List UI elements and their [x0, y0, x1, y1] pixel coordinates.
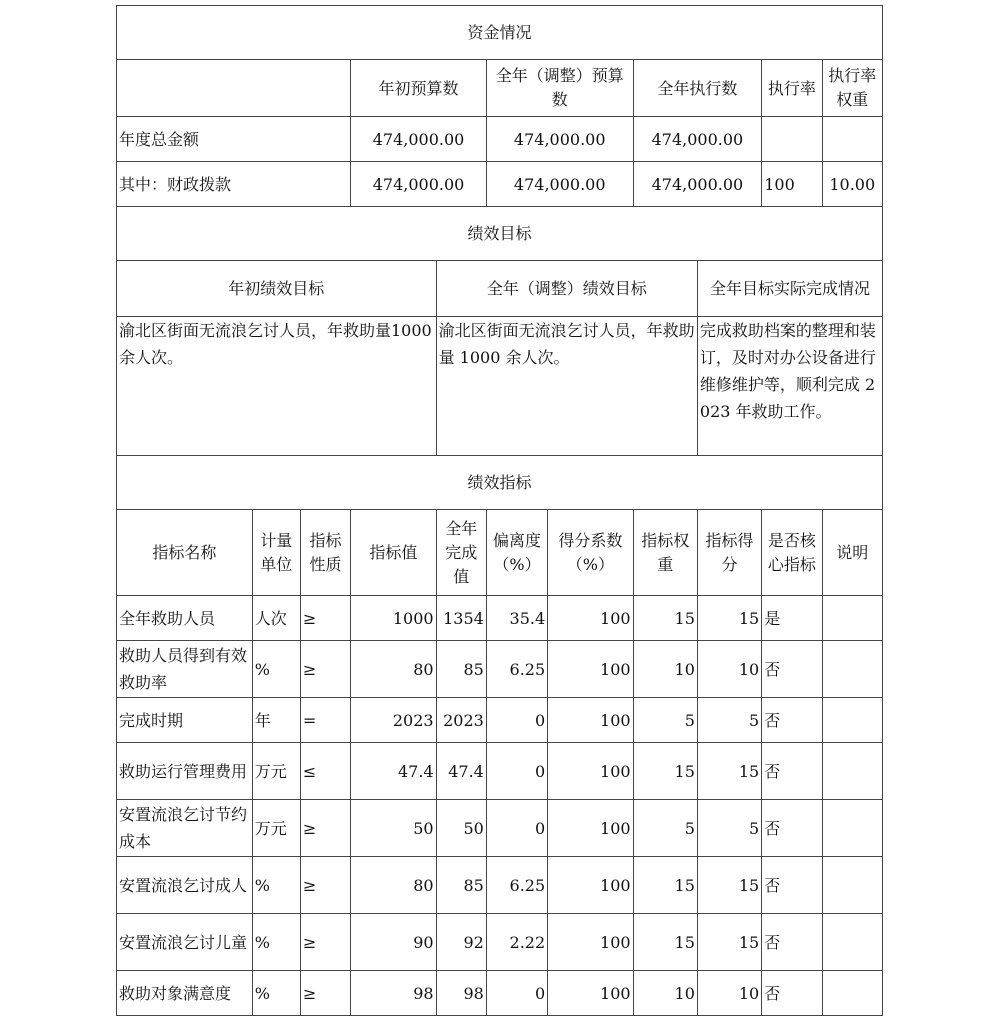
- funds-header-weight: 执行率权重: [822, 60, 883, 117]
- funds-row-executed: 474,000.00: [633, 162, 762, 207]
- indicator-target: 98: [351, 971, 436, 1016]
- indicator-deviation: 6.25: [486, 857, 547, 914]
- funds-row-weight: [822, 117, 883, 162]
- indicator-actual: 2023: [436, 698, 486, 743]
- indicator-deviation: 0: [486, 698, 547, 743]
- funds-row-label: 其中：财政拨款: [117, 162, 351, 207]
- indicator-nature: ≥: [300, 914, 350, 971]
- indicator-coef: 100: [548, 914, 633, 971]
- indicator-name: 救助人员得到有效救助率: [117, 641, 253, 698]
- indicators-header-target: 指标值: [351, 510, 436, 596]
- goals-header-actual: 全年目标实际完成情况: [697, 261, 882, 317]
- indicator-coef: 100: [548, 641, 633, 698]
- indicator-deviation: 0: [486, 971, 547, 1016]
- funds-section-title: 资金情况: [117, 6, 883, 60]
- funds-header-executed: 全年执行数: [633, 60, 762, 117]
- funds-row-initial: 474,000.00: [351, 162, 487, 207]
- indicator-unit: %: [252, 914, 300, 971]
- indicator-name: 安置流浪乞讨节约成本: [117, 800, 253, 857]
- indicator-weight: 15: [633, 914, 697, 971]
- indicator-actual: 85: [436, 857, 486, 914]
- indicator-unit: 万元: [252, 800, 300, 857]
- indicators-header-actual: 全年完成值: [436, 510, 486, 596]
- indicator-score: 15: [697, 596, 761, 641]
- indicator-actual: 85: [436, 641, 486, 698]
- goals-initial-text: 渝北区街面无流浪乞讨人员，年救助量1000余人次。: [117, 317, 437, 456]
- funds-header-initial: 年初预算数: [351, 60, 487, 117]
- indicator-score: 5: [697, 698, 761, 743]
- indicator-core: 否: [762, 800, 822, 857]
- indicator-note: [822, 857, 883, 914]
- indicator-name: 安置流浪乞讨儿童: [117, 914, 253, 971]
- indicators-header-unit: 计量单位: [252, 510, 300, 596]
- indicator-coef: 100: [548, 596, 633, 641]
- indicator-deviation: 0: [486, 743, 547, 800]
- indicator-nature: ≥: [300, 641, 350, 698]
- indicator-actual: 50: [436, 800, 486, 857]
- indicator-actual: 92: [436, 914, 486, 971]
- indicators-header-name: 指标名称: [117, 510, 253, 596]
- funds-row-weight: 10.00: [822, 162, 883, 207]
- indicators-header-note: 说明: [822, 510, 883, 596]
- indicator-name: 安置流浪乞讨成人: [117, 857, 253, 914]
- funds-row-rate: [762, 117, 822, 162]
- funds-row-adjusted: 474,000.00: [486, 162, 633, 207]
- indicator-core: 是: [762, 596, 822, 641]
- indicator-name: 完成时期: [117, 698, 253, 743]
- indicator-name: 全年救助人员: [117, 596, 253, 641]
- indicator-target: 1000: [351, 596, 436, 641]
- indicator-core: 否: [762, 914, 822, 971]
- indicator-weight: 15: [633, 596, 697, 641]
- indicator-coef: 100: [548, 857, 633, 914]
- funds-header-rate: 执行率: [762, 60, 822, 117]
- indicator-deviation: 6.25: [486, 641, 547, 698]
- indicator-deviation: 35.4: [486, 596, 547, 641]
- indicators-header-core: 是否核心指标: [762, 510, 822, 596]
- indicator-row: [117, 857, 883, 914]
- indicator-row: [117, 914, 883, 971]
- indicator-note: [822, 596, 883, 641]
- indicator-deviation: 0: [486, 800, 547, 857]
- indicator-target: 47.4: [351, 743, 436, 800]
- indicator-note: [822, 971, 883, 1016]
- indicators-header-coef: 得分系数（%）: [548, 510, 633, 596]
- indicator-score: 15: [697, 743, 761, 800]
- indicator-weight: 10: [633, 971, 697, 1016]
- indicator-note: [822, 800, 883, 857]
- indicator-row: [117, 800, 883, 857]
- indicator-nature: ≥: [300, 800, 350, 857]
- indicators-section-title: 绩效指标: [117, 456, 883, 510]
- indicator-coef: 100: [548, 743, 633, 800]
- indicator-note: [822, 743, 883, 800]
- performance-report-table: [116, 5, 883, 1016]
- indicator-weight: 5: [633, 800, 697, 857]
- indicator-unit: %: [252, 641, 300, 698]
- indicators-header-score: 指标得分: [697, 510, 761, 596]
- indicator-actual: 1354: [436, 596, 486, 641]
- indicator-actual: 98: [436, 971, 486, 1016]
- goals-section-title: 绩效目标: [117, 207, 883, 261]
- funds-header-adjusted: 全年（调整）预算数: [486, 60, 633, 117]
- indicator-target: 90: [351, 914, 436, 971]
- indicator-coef: 100: [548, 971, 633, 1016]
- funds-row-label: 年度总金额: [117, 117, 351, 162]
- indicator-core: 否: [762, 971, 822, 1016]
- indicator-unit: %: [252, 971, 300, 1016]
- indicator-actual: 47.4: [436, 743, 486, 800]
- indicators-header-nature: 指标性质: [300, 510, 350, 596]
- indicator-score: 15: [697, 857, 761, 914]
- indicator-row: [117, 743, 883, 800]
- indicator-core: 否: [762, 857, 822, 914]
- indicator-name: 救助运行管理费用: [117, 743, 253, 800]
- indicator-weight: 15: [633, 743, 697, 800]
- funds-row-executed: 474,000.00: [633, 117, 762, 162]
- indicator-score: 15: [697, 914, 761, 971]
- indicators-header-weight: 指标权重: [633, 510, 697, 596]
- indicator-unit: 人次: [252, 596, 300, 641]
- indicator-nature: ≥: [300, 857, 350, 914]
- indicator-nature: ≥: [300, 596, 350, 641]
- indicator-coef: 100: [548, 800, 633, 857]
- indicators-header-deviation: 偏离度（%）: [486, 510, 547, 596]
- indicator-nature: ≥: [300, 971, 350, 1016]
- indicator-core: 否: [762, 743, 822, 800]
- indicator-weight: 5: [633, 698, 697, 743]
- indicator-deviation: 2.22: [486, 914, 547, 971]
- funds-row-initial: 474,000.00: [351, 117, 487, 162]
- indicator-score: 10: [697, 641, 761, 698]
- indicator-note: [822, 641, 883, 698]
- indicator-nature: =: [300, 698, 350, 743]
- indicator-coef: 100: [548, 698, 633, 743]
- goals-actual-text: 完成救助档案的整理和装订，及时对办公设备进行维修维护等，顺利完成 2023 年救助工作。: [697, 317, 882, 456]
- indicator-nature: ≤: [300, 743, 350, 800]
- indicator-note: [822, 698, 883, 743]
- funds-header-empty: [117, 60, 351, 117]
- indicator-row: [117, 698, 883, 743]
- indicator-unit: 万元: [252, 743, 300, 800]
- indicator-target: 2023: [351, 698, 436, 743]
- indicator-core: 否: [762, 698, 822, 743]
- goals-adjusted-text: 渝北区街面无流浪乞讨人员，年救助量 1000 余人次。: [436, 317, 697, 456]
- indicator-row: [117, 641, 883, 698]
- indicator-unit: 年: [252, 698, 300, 743]
- indicator-weight: 15: [633, 857, 697, 914]
- indicator-row: [117, 971, 883, 1016]
- indicator-unit: %: [252, 857, 300, 914]
- indicator-score: 5: [697, 800, 761, 857]
- funds-row-adjusted: 474,000.00: [486, 117, 633, 162]
- indicator-target: 50: [351, 800, 436, 857]
- indicator-score: 10: [697, 971, 761, 1016]
- indicator-target: 80: [351, 857, 436, 914]
- indicator-target: 80: [351, 641, 436, 698]
- funds-row-rate: 100: [762, 162, 822, 207]
- goals-header-adjusted: 全年（调整）绩效目标: [436, 261, 697, 317]
- indicator-weight: 10: [633, 641, 697, 698]
- goals-header-initial: 年初绩效目标: [117, 261, 437, 317]
- indicator-note: [822, 914, 883, 971]
- indicator-core: 否: [762, 641, 822, 698]
- indicator-name: 救助对象满意度: [117, 971, 253, 1016]
- indicator-row: [117, 596, 883, 641]
